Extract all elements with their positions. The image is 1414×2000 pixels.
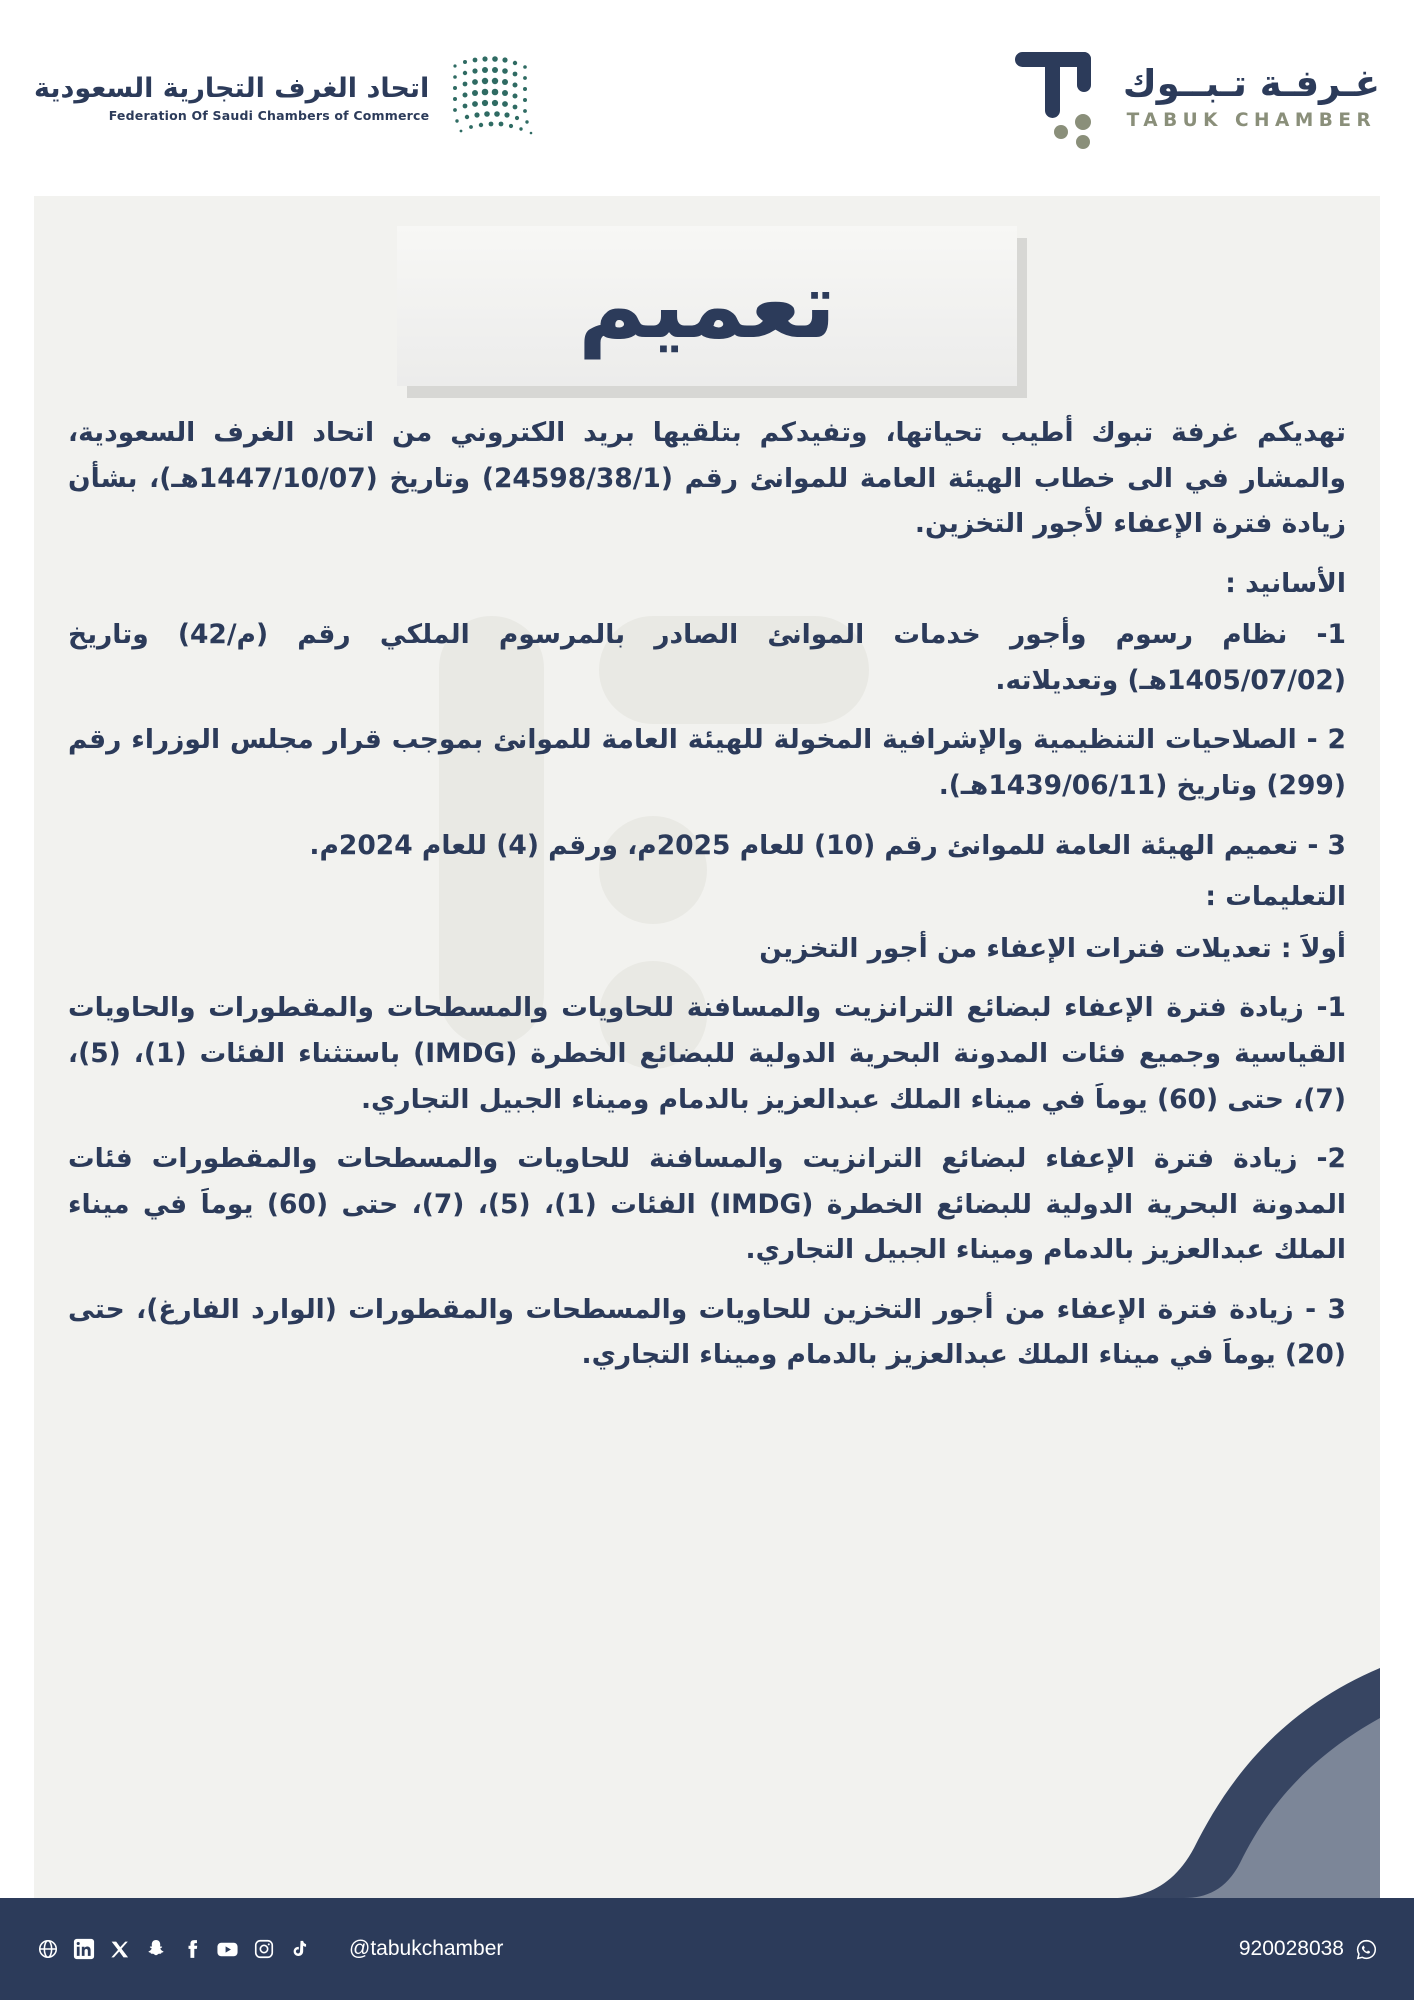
federation-name-ar: اتحاد الغرف التجارية السعودية: [34, 72, 430, 104]
federation-logo: [34, 50, 541, 146]
page-footer: [0, 1898, 1414, 2000]
decorative-wave: [34, 1658, 1380, 1898]
globe-icon[interactable]: [36, 1938, 59, 1961]
tabuk-chamber-logo: [1001, 46, 1380, 150]
federation-logo-text: [34, 73, 429, 123]
document-content: [68, 410, 1346, 1392]
whatsapp-icon[interactable]: [1354, 1937, 1378, 1961]
facebook-icon[interactable]: [180, 1938, 203, 1961]
paragraph-item-2: 2- زيادة فترة الإعفاء لبضائع الترانزيت والمسافنة للحاويات والمسطحات والمقطورات فئات المدونة البحرية الدولية للبضائع الخطرة (IMDG) الفئات (1)، (5)، (7)، حتى (60) يوماََ في ميناء الملك عبدالعزيز بالدمام وميناء الجبيل التجاري.: [68, 1143, 1347, 1266]
paragraph-instructions-heading: التعليمات :: [1205, 881, 1346, 913]
contact-phone: 920028038: [1238, 1937, 1344, 1960]
paragraph-source-3: 3 - تعميم الهيئة العامة للموانئ رقم (10) للعام 2025م، ورقم (4) للعام 2024م.: [309, 829, 1346, 861]
tabuk-chamber-logo-text: [1123, 64, 1380, 131]
paragraph-intro: تهديكم غرفة تبوك أطيب تحياتها، وتفيدكم بتلقيها بريد الكتروني من اتحاد الغرف السعودية، والمشار في الى خطاب الهيئة العامة للموانئ رقم (24598/38/1) وتاريخ (1447/10/07هـ)، بشأن زيادة فترة الإعفاء لأجور التخزين.: [68, 417, 1346, 540]
social-icons: [36, 1938, 311, 1961]
instagram-icon[interactable]: [252, 1938, 275, 1961]
paragraph-source-1: 1- نظام رسوم وأجور خدمات الموانئ الصادر بالمرسوم الملكي رقم (م/42) وتاريخ (1405/07/02هـ) وتعديلاته.: [68, 619, 1346, 696]
page-header: [0, 0, 1414, 196]
document-title-box: [397, 226, 1017, 386]
federation-name-en: Federation Of Saudi Chambers of Commerce: [108, 107, 430, 123]
paragraph-source-2: 2 - الصلاحيات التنظيمية والإشرافية المخولة للهيئة العامة للموانئ بموجب قرار مجلس الوزراء رقم (299) وتاريخ (1439/06/11هـ).: [68, 724, 1346, 802]
paragraph-item-1: 1- زيادة فترة الإعفاء لبضائع الترانزيت والمسافنة للحاويات والمسطحات والمقطورات والحاويات القياسية وجميع فئات المدونة البحرية الدولية للبضائع الخطرة (IMDG) باستثناء الفئات (1)، (5)، (7)، حتى (60) يوماََ في ميناء الملك عبدالعزيز بالدمام وميناء الجبيل التجاري.: [68, 992, 1346, 1115]
paragraph-first-section-heading: أولاََ : تعديلات فترات الإعفاء من أجور التخزين: [759, 932, 1346, 964]
title-container: [34, 226, 1380, 386]
document-body: [34, 196, 1380, 1898]
chamber-name-ar: غـرفـة تـبــوك: [1122, 62, 1380, 106]
footer-contact[interactable]: [1239, 1937, 1378, 1961]
footer-social-group: [36, 1937, 503, 1961]
tiktok-icon[interactable]: [288, 1938, 311, 1961]
social-handle: @tabukchamber: [349, 1937, 504, 1960]
snapchat-icon[interactable]: [144, 1938, 167, 1961]
tabuk-chamber-mark-icon: [1001, 46, 1105, 150]
youtube-icon[interactable]: [216, 1938, 239, 1961]
dot-grid-logo-icon: [445, 50, 541, 146]
chamber-name-en: TABUK CHAMBER: [1126, 110, 1377, 132]
paragraph-sources-heading: الأسانيد :: [1225, 567, 1346, 599]
x-twitter-icon[interactable]: [108, 1938, 131, 1961]
document-title: تعميم: [578, 252, 836, 359]
linkedin-icon[interactable]: [72, 1938, 95, 1961]
paragraph-item-3: 3 - زيادة فترة الإعفاء من أجور التخزين للحاويات والمسطحات والمقطورات (الوارد الفارغ)، حتى (20) يوماََ في ميناء الملك عبدالعزيز بالدمام وميناء التجاري.: [68, 1293, 1346, 1371]
